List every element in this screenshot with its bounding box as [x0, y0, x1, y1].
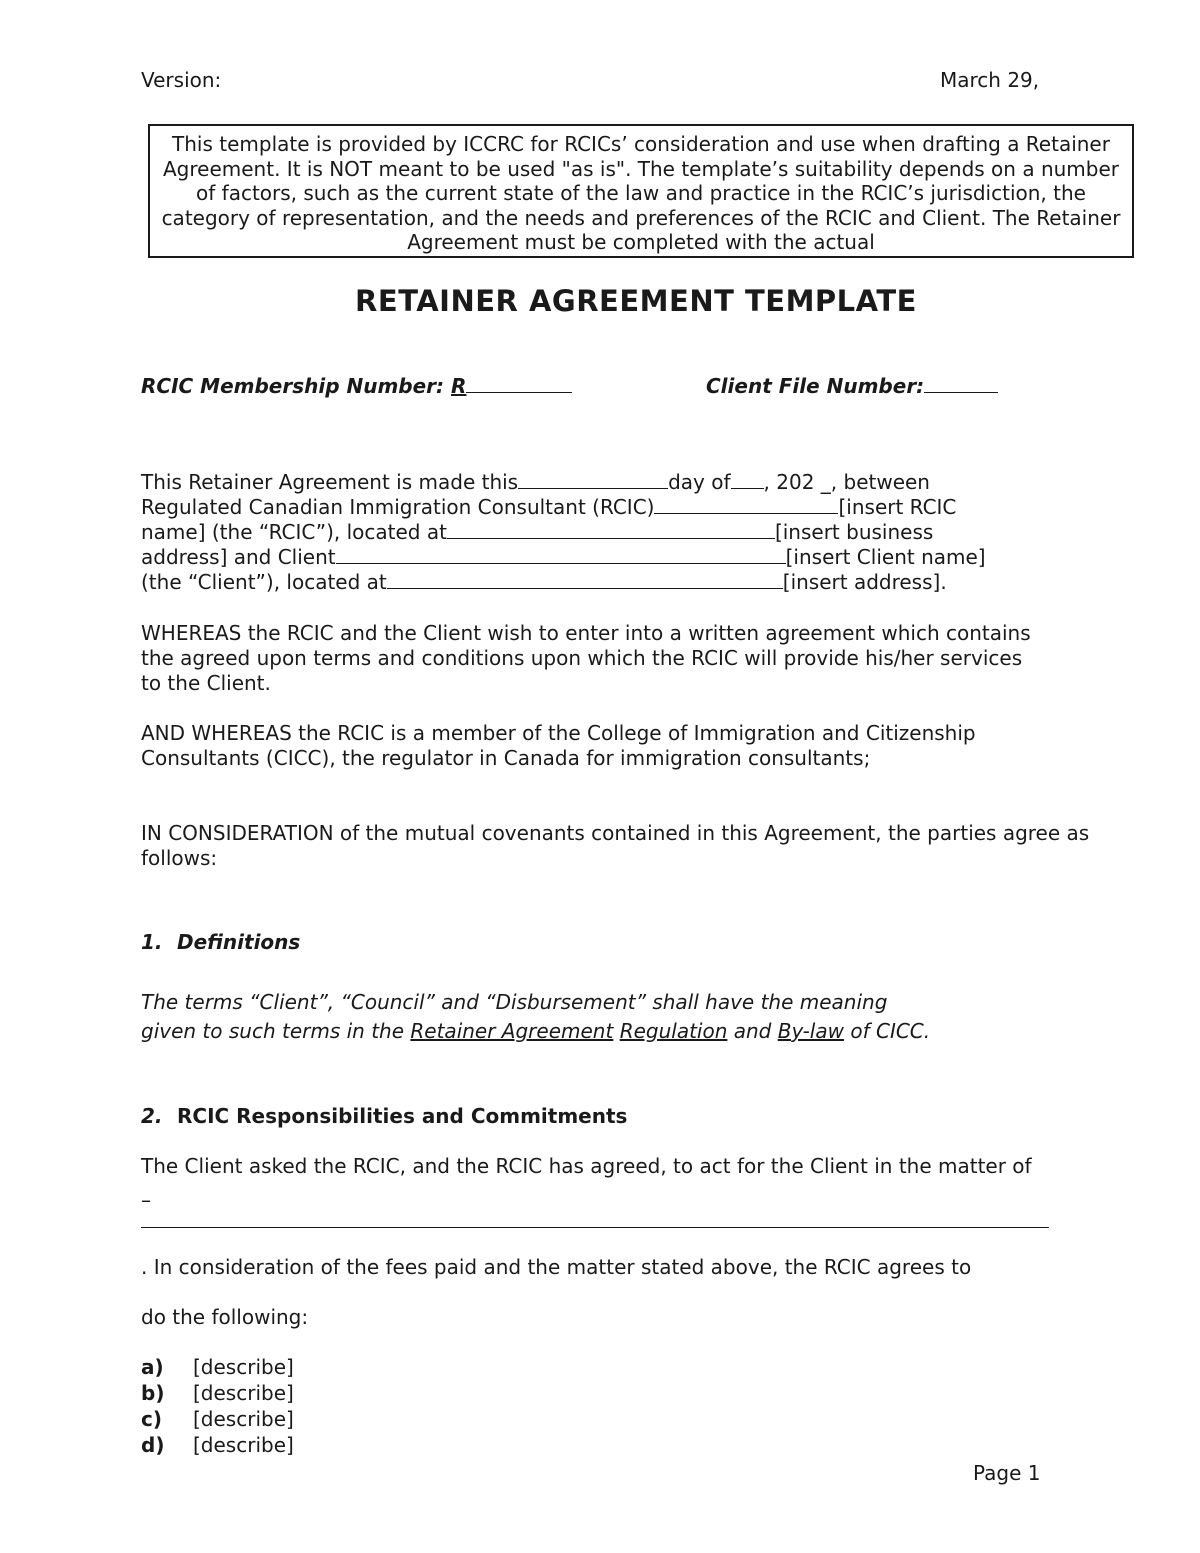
- template-notice-box: [148, 124, 1134, 258]
- section-number: 2.: [141, 1104, 163, 1128]
- client-file-number-blank[interactable]: [924, 374, 998, 393]
- list-item-label: d): [141, 1433, 165, 1457]
- version-label: Version:: [141, 68, 222, 92]
- client-address-blank[interactable]: [387, 570, 783, 589]
- document-title: RETAINER AGREEMENT TEMPLATE: [355, 284, 917, 318]
- section-2-heading: [141, 1104, 627, 1128]
- intro-text: , 202 _, between: [763, 470, 930, 494]
- intro-text: [insert business: [774, 520, 934, 544]
- client-file-number-field: [706, 374, 998, 398]
- list-item-text: [describe]: [193, 1355, 294, 1379]
- template-notice-text: This template is provided by ICCRC for RCICs’ consideration and use when drafting a Retainer Agreement. It is NOT meant to be used "as is". The template’s suitability depends on a number of factors, such as the current state of the law and practice in the RCIC’s jurisdiction, the category of representation, and the needs and preferences of the RCIC and Client. The Retainer Agreement must be completed with the actual: [161, 132, 1121, 255]
- section-2-dash: –: [141, 1188, 151, 1212]
- list-item-text: [describe]: [193, 1407, 294, 1431]
- list-item-text: [describe]: [193, 1433, 294, 1457]
- definitions-line-1: The terms “Client”, “Council” and “Disbursement” shall have the meaning: [141, 990, 888, 1014]
- intro-text: (the “Client”), located at: [141, 570, 387, 594]
- regulation-link[interactable]: Regulation: [619, 1019, 728, 1043]
- membership-number-prefix: R: [451, 374, 467, 398]
- retainer-agreement-link[interactable]: Retainer Agreement: [410, 1019, 614, 1043]
- consideration-paragraph: IN CONSIDERATION of the mutual covenants contained in this Agreement, the parties agree as follows:: [141, 821, 1090, 870]
- list-item-label: b): [141, 1381, 165, 1405]
- definitions-text-segment: of CICC.: [850, 1019, 931, 1043]
- section-2-line-1: The Client asked the RCIC, and the RCIC has agreed, to act for the Client in the matter of: [141, 1154, 1032, 1178]
- matter-description-blank[interactable]: [141, 1227, 1049, 1228]
- intro-text: [insert Client name]: [785, 545, 986, 569]
- month-blank[interactable]: [731, 470, 764, 489]
- intro-paragraph: [141, 470, 1141, 595]
- definitions-text-segment: given to such terms in the: [141, 1019, 411, 1043]
- list-item-label: a): [141, 1355, 164, 1379]
- rcic-name-blank[interactable]: [654, 495, 838, 514]
- client-name-blank[interactable]: [336, 545, 786, 564]
- definitions-text-segment: and: [733, 1019, 772, 1043]
- section-title: RCIC Responsibilities and Commitments: [177, 1104, 628, 1128]
- section-1-heading: [141, 930, 300, 954]
- day-blank[interactable]: [518, 470, 668, 489]
- business-address-blank[interactable]: [447, 520, 775, 539]
- section-title: Definitions: [177, 930, 301, 954]
- list-item: [141, 1380, 1141, 1406]
- intro-text: [insert RCIC: [838, 495, 957, 519]
- intro-text: This Retainer Agreement is made this: [141, 470, 519, 494]
- intro-text: [insert address].: [782, 570, 947, 594]
- membership-number-blank[interactable]: [466, 374, 572, 393]
- and-whereas-paragraph: AND WHEREAS the RCIC is a member of the College of Immigration and Citizenship Consultants (CICC), the regulator in Canada for immigration consultants;: [141, 721, 976, 770]
- intro-text: day of: [668, 470, 731, 494]
- intro-text: Regulated Canadian Immigration Consultant (RCIC): [141, 495, 655, 519]
- section-2-line-3: do the following:: [141, 1305, 309, 1329]
- list-item-label: c): [141, 1407, 162, 1431]
- intro-text: name] (the “RCIC”), located at: [141, 520, 447, 544]
- definitions-text: [141, 988, 1141, 1046]
- intro-text: address] and Client: [141, 545, 336, 569]
- header-date: March 29,: [940, 68, 1040, 92]
- list-item: [141, 1354, 1141, 1380]
- section-number: 1.: [141, 930, 163, 954]
- list-item: [141, 1432, 1141, 1458]
- list-item: [141, 1406, 1141, 1432]
- by-law-link[interactable]: By-law: [777, 1019, 844, 1043]
- whereas-paragraph: WHEREAS the RCIC and the Client wish to enter into a written agreement which contains the agreed upon terms and conditions upon which the RCIC will provide his/her services to the Client.: [141, 621, 1031, 695]
- membership-number-label: RCIC Membership Number:: [141, 374, 445, 398]
- membership-number-field: [141, 374, 572, 398]
- responsibilities-list: [141, 1354, 1141, 1458]
- client-file-number-label: Client File Number:: [706, 374, 925, 398]
- list-item-text: [describe]: [193, 1381, 294, 1405]
- section-2-line-2: . In consideration of the fees paid and the matter stated above, the RCIC agrees to: [141, 1255, 972, 1279]
- page-number: Page 1: [973, 1461, 1041, 1485]
